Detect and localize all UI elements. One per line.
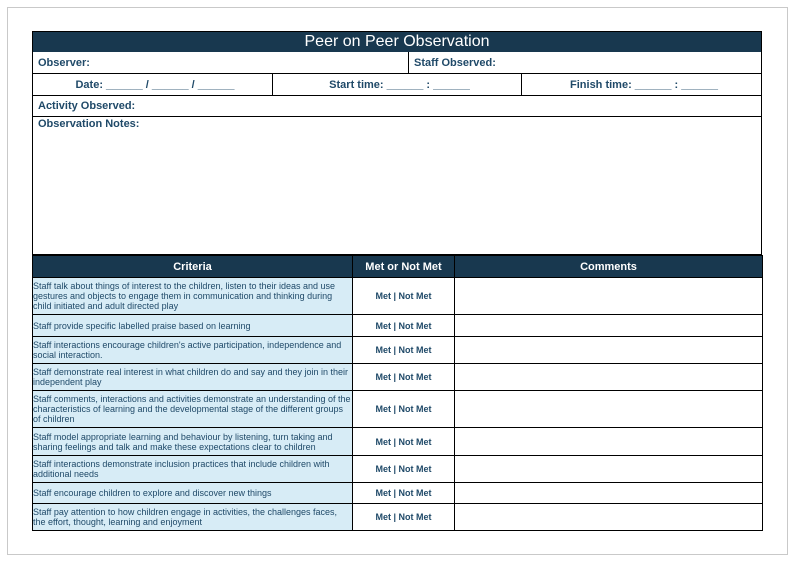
met-not-met-cell[interactable]: Met | Not Met: [353, 337, 455, 364]
criteria-cell: Staff talk about things of interest to the children, listen to their ideas and use gestures and objects to engage them in communication and thinking during child initiated and adult directed play: [33, 278, 353, 315]
activity-row: [32, 96, 762, 117]
comments-cell[interactable]: [455, 391, 763, 428]
met-not-met-cell[interactable]: Met | Not Met: [353, 391, 455, 428]
date-field[interactable]: Date: ______ / ______ / ______: [75, 78, 235, 91]
comments-header: Comments: [455, 256, 763, 278]
observer-row: [32, 52, 762, 74]
table-row: [33, 504, 763, 531]
criteria-table: [32, 255, 763, 531]
criteria-header-row: [33, 256, 763, 278]
met-not-met-cell[interactable]: Met | Not Met: [353, 278, 455, 315]
met-not-met-cell[interactable]: Met | Not Met: [353, 315, 455, 337]
comments-cell[interactable]: [455, 483, 763, 504]
finish-time-field[interactable]: Finish time: ______ : ______: [521, 74, 761, 95]
observation-form: [32, 31, 762, 531]
table-row: [33, 456, 763, 483]
comments-cell[interactable]: [455, 364, 763, 391]
criteria-cell: Staff model appropriate learning and behaviour by listening, turn taking and sharing feelings and talk and make these expectations clear to children: [33, 428, 353, 456]
activity-observed-field[interactable]: Activity Observed:: [38, 100, 136, 112]
criteria-cell: Staff interactions encourage children's active participation, independence and social interaction.: [33, 337, 353, 364]
met-not-met-cell[interactable]: Met | Not Met: [353, 364, 455, 391]
table-row: [33, 391, 763, 428]
observer-field[interactable]: Observer:: [38, 56, 90, 69]
met-not-met-cell[interactable]: Met | Not Met: [353, 483, 455, 504]
start-time-field[interactable]: Start time: ______ : ______: [272, 74, 521, 95]
criteria-cell: Staff provide specific labelled praise based on learning: [33, 315, 353, 337]
table-row: [33, 337, 763, 364]
observation-notes-area[interactable]: [32, 117, 762, 255]
criteria-cell: Staff pay attention to how children engage in activities, the challenges faces, the effort, thought, learning and enjoyment: [33, 504, 353, 531]
table-row: [33, 278, 763, 315]
met-not-met-cell[interactable]: Met | Not Met: [353, 456, 455, 483]
criteria-cell: Staff encourage children to explore and discover new things: [33, 483, 353, 504]
table-row: [33, 428, 763, 456]
comments-cell[interactable]: [455, 456, 763, 483]
comments-cell[interactable]: [455, 278, 763, 315]
comments-cell[interactable]: [455, 315, 763, 337]
observation-notes-label: Observation Notes:: [38, 118, 140, 130]
table-row: [33, 315, 763, 337]
table-row: [33, 364, 763, 391]
form-title: Peer on Peer Observation: [32, 31, 762, 52]
staff-observed-field[interactable]: Staff Observed:: [408, 52, 761, 73]
comments-cell[interactable]: [455, 504, 763, 531]
met-not-met-cell[interactable]: Met | Not Met: [353, 504, 455, 531]
criteria-cell: Staff comments, interactions and activities demonstrate an understanding of the characteristics of learning and the developmental stage of the different groups of children: [33, 391, 353, 428]
criteria-cell: Staff demonstrate real interest in what children do and say and they join in their independent play: [33, 364, 353, 391]
table-row: [33, 483, 763, 504]
criteria-header: Criteria: [33, 256, 353, 278]
comments-cell[interactable]: [455, 337, 763, 364]
met-not-met-cell[interactable]: Met | Not Met: [353, 428, 455, 456]
date-time-row: [32, 74, 762, 96]
comments-cell[interactable]: [455, 428, 763, 456]
criteria-cell: Staff interactions demonstrate inclusion practices that include children with additional needs: [33, 456, 353, 483]
met-header: Met or Not Met: [353, 256, 455, 278]
